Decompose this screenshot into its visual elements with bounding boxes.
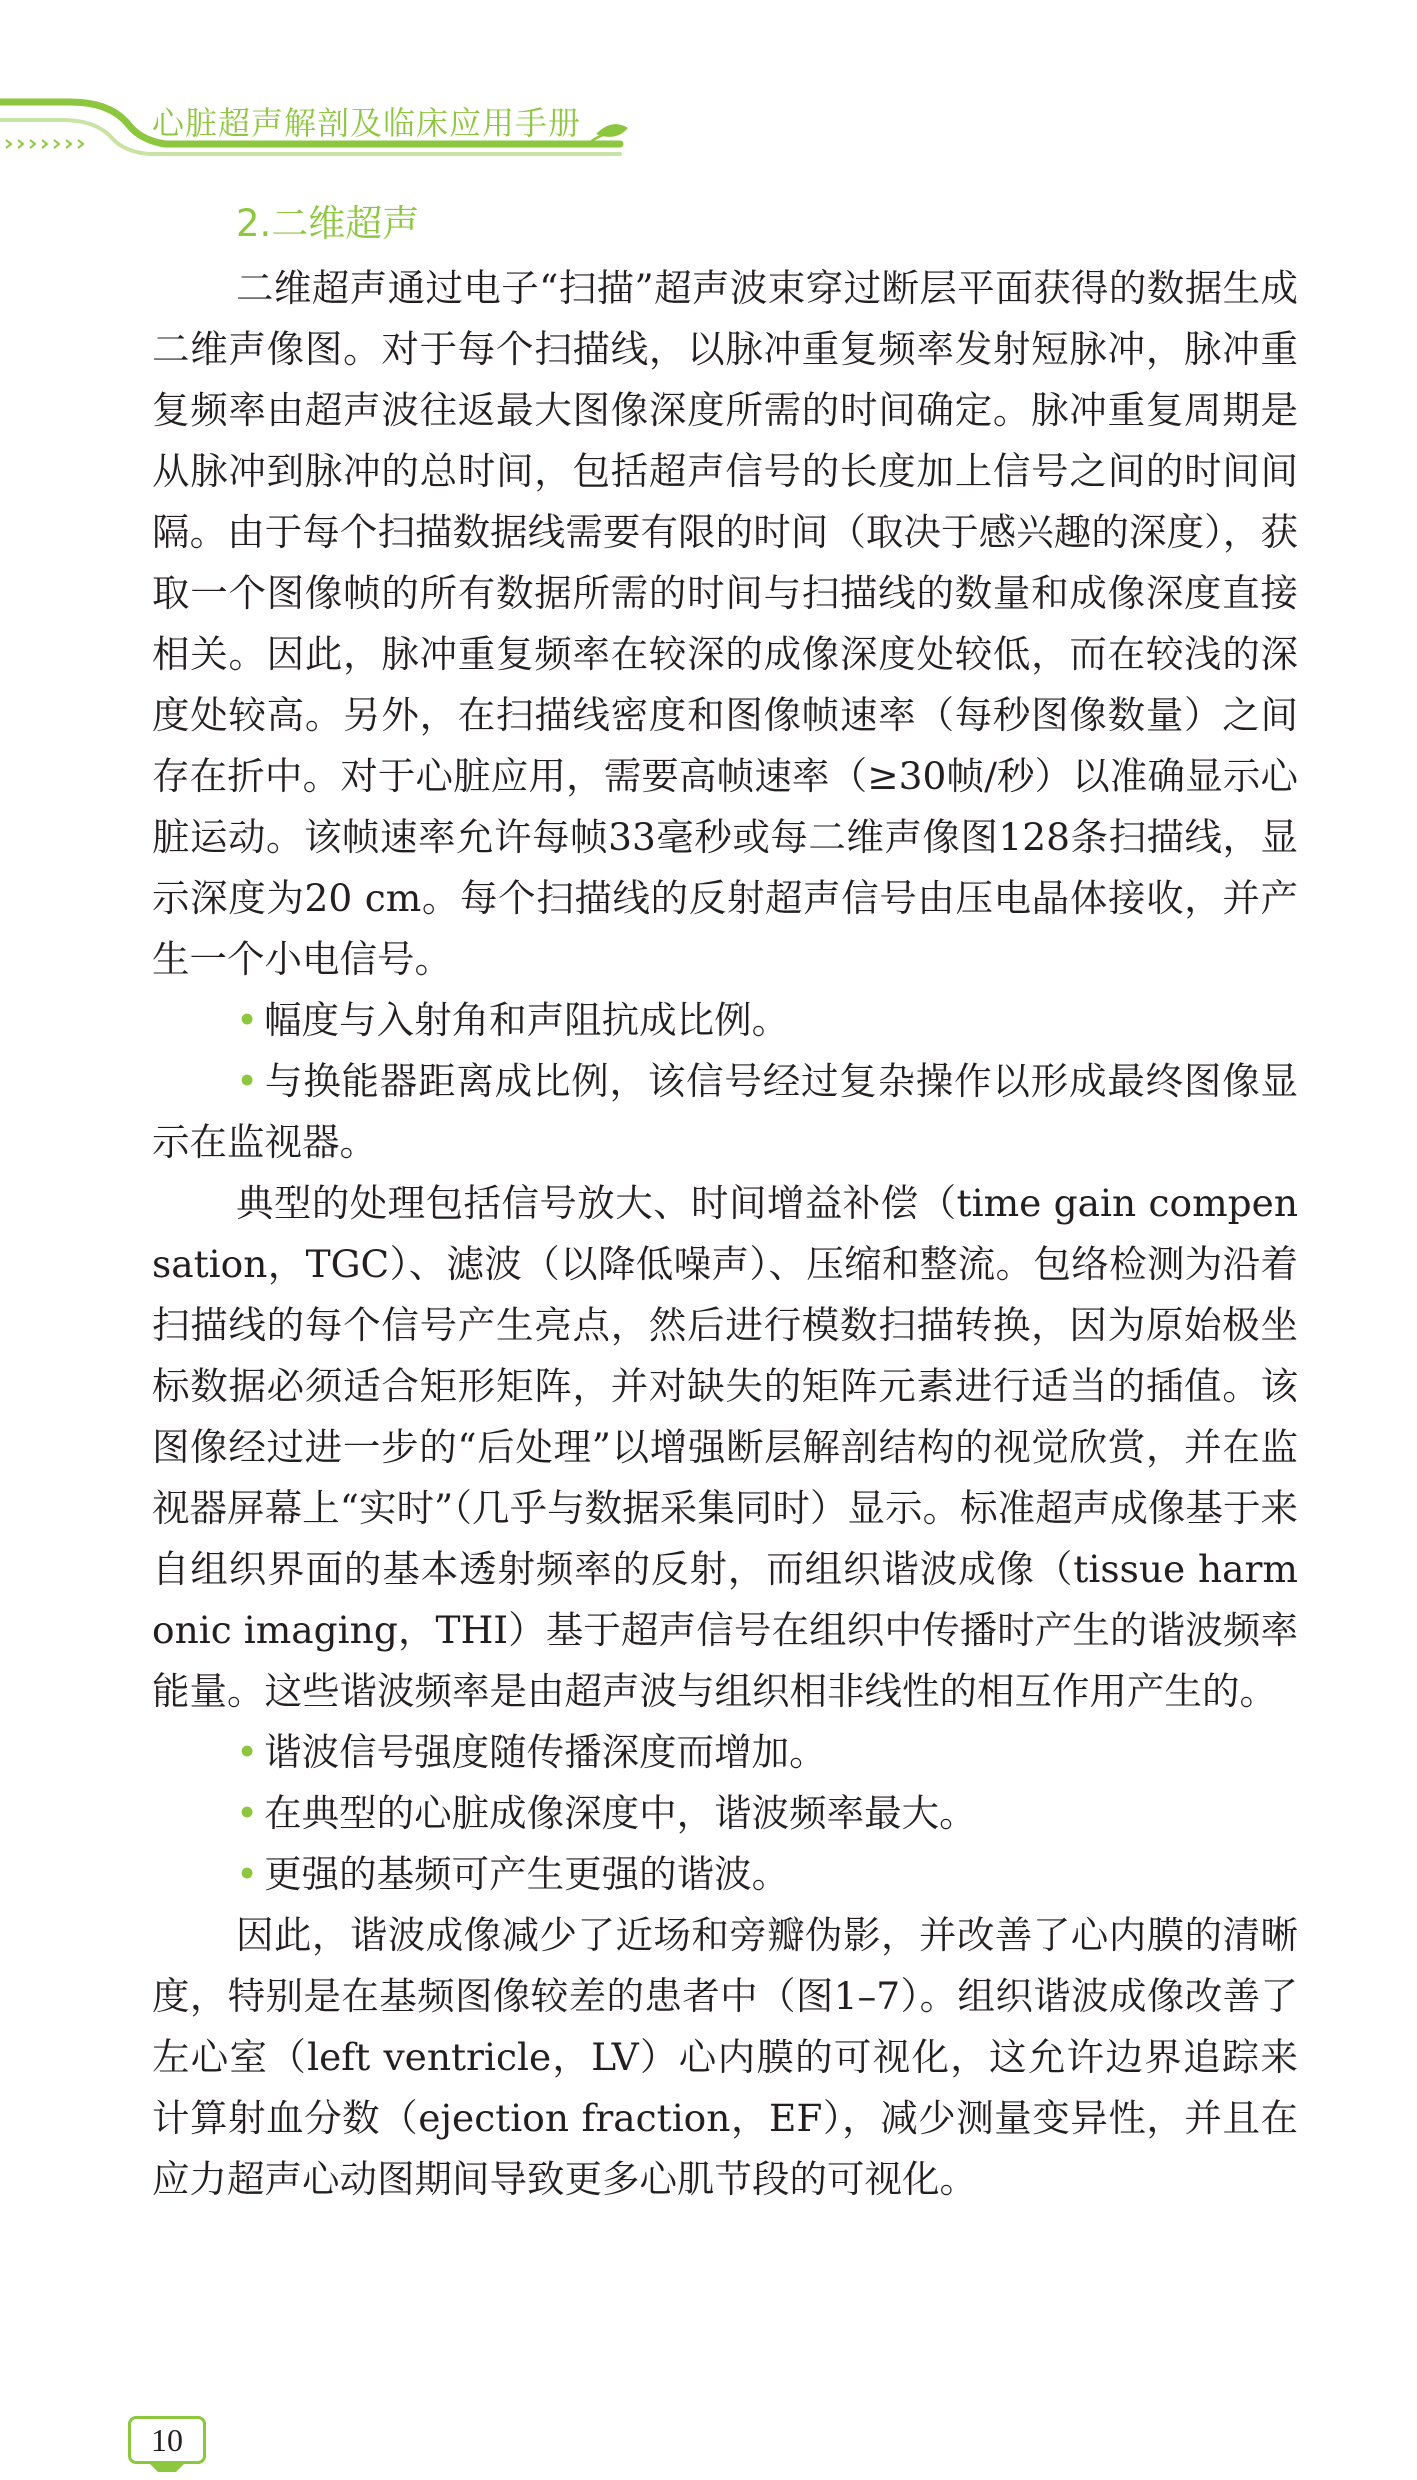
list-item-text: 更强的基频可产生更强的谐波。 bbox=[264, 1852, 790, 1896]
list-item bbox=[152, 1722, 1298, 1783]
list-item-text: 与换能器距离成比例，该信号经过复杂操作以形成最终图像显示在监视器。 bbox=[152, 1059, 1298, 1164]
paragraph: 二维超声通过电子“扫描”超声波束穿过断层平面获得的数据生成二维声像图。对于每个扫描线，以脉冲重复频率发射短脉冲，脉冲重复频率由超声波往返最大图像深度所需的时间确定。脉冲重复周期是从脉冲到脉冲的总时间，包括超声信号的长度加上信号之间的时间间隔。由于每个扫描数据线需要有限的时间（取决于感兴趣的深度），获取一个图像帧的所有数据所需的时间与扫描线的数量和成像深度直接相关。因此，脉冲重复频率在较深的成像深度处较低，而在较浅的深度处较高。另外，在扫描线密度和图像帧速率（每秒图像数量）之间存在折中。对于心脏应用，需要高帧速率（≥30帧/秒）以准确显示心脏运动。该帧速率允许每帧33毫秒或每二维声像图128条扫描线，显示深度为20 cm。每个扫描线的反射超声信号由压电晶体接收，并产生一个小电信号。 bbox=[152, 266, 1298, 981]
running-title: 心脏超声解剖及临床应用手册 bbox=[152, 104, 582, 142]
page-number-stand-icon bbox=[140, 2464, 194, 2474]
list-item-text: 在典型的心脏成像深度中，谐波频率最大。 bbox=[264, 1791, 977, 1835]
bullet-icon: • bbox=[236, 998, 259, 1042]
list-item-text: 幅度与入射角和声阻抗成比例。 bbox=[264, 998, 790, 1042]
bullet-icon: • bbox=[236, 1791, 259, 1835]
paragraph: 典型的处理包括信号放大、时间增益补偿（time gain compensation，TGC）、滤波（以降低噪声）、压缩和整流。包络检测为沿着扫描线的每个信号产生亮点，然后进行模数扫描转换，因为原始极坐标数据必须适合矩形矩阵，并对缺失的矩阵元素进行适当的插值。该图像经过进一步的“后处理”以增强断层解剖结构的视觉欣赏，并在监视器屏幕上“实时”（几乎与数据采集同时）显示。标准超声成像基于来自组织界面的基本透射频率的反射，而组织谐波成像（tissue harmonic imaging，THI）基于超声信号在组织中传播时产生的谐波频率能量。这些谐波频率是由超声波与组织相非线性的相互作用产生的。 bbox=[152, 1181, 1298, 1713]
page-header bbox=[0, 0, 1417, 190]
header-ornament bbox=[0, 0, 1417, 190]
list-item bbox=[152, 1783, 1298, 1844]
bullet-icon: • bbox=[236, 1730, 259, 1774]
paragraph: 因此，谐波成像减少了近场和旁瓣伪影，并改善了心内膜的清晰度，特别是在基频图像较差的患者中（图1–7）。组织谐波成像改善了左心室（left ventricle，LV）心内膜的可视化，这允许边界追踪来计算射血分数（ejection fraction，EF），减少测量变异性，并且在应力超声心动图期间导致更多心肌节段的可视化。 bbox=[152, 1913, 1298, 2201]
page-content bbox=[152, 196, 1298, 2210]
section-heading: 2.二维超声 bbox=[236, 202, 420, 245]
list-item bbox=[152, 1051, 1298, 1173]
bullet-icon: • bbox=[236, 1852, 259, 1896]
list-item-text: 谐波信号强度随传播深度而增加。 bbox=[264, 1730, 827, 1774]
page-number: 10 bbox=[128, 2416, 206, 2464]
bullet-icon: • bbox=[236, 1059, 259, 1103]
list-item bbox=[152, 990, 1298, 1051]
list-item bbox=[152, 1844, 1298, 1905]
